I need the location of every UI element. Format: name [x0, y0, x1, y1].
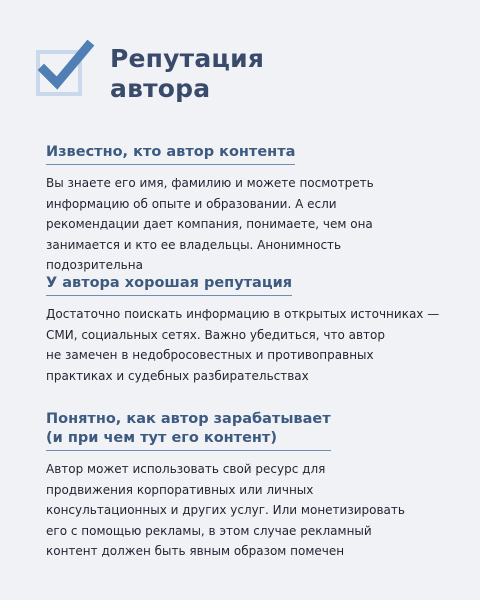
section-heading — [46, 410, 331, 451]
body-line: Вы знаете его имя, фамилию и можете посмотреть — [46, 176, 374, 190]
page-title-line-1: Репутация — [110, 44, 265, 73]
page-header — [36, 40, 264, 104]
section-body — [46, 304, 446, 386]
body-line: Автор может использовать свой ресурс для — [46, 462, 326, 476]
body-line: контент должен быть явным образом помечен — [46, 544, 345, 558]
section-heading — [46, 143, 295, 165]
body-line: не замечен в недобросовестных и противоправных — [46, 348, 374, 362]
body-line: подозрительна — [46, 258, 143, 272]
body-line: практиках и судебных разбирательствах — [46, 368, 309, 383]
body-line: продвижения корпоративных или личных — [46, 482, 314, 497]
body-line: СМИ, социальных сетях. Важно убедиться, что автор — [46, 327, 385, 342]
body-line: его с помощью рекламы, в этом случае рекламный — [46, 523, 372, 538]
heading-line: Известно, кто автор контента — [46, 144, 296, 160]
page-title — [110, 44, 264, 104]
section-body — [46, 459, 446, 562]
page-title-line-2: автора — [110, 74, 211, 103]
heading-line: Понятно, как автор зарабатывает — [46, 411, 331, 427]
body-line: занимается и кто ее владельцы. Анонимность — [46, 237, 342, 252]
body-line: консультационных и других услуг. Или монетизировать — [46, 503, 405, 517]
section-body — [46, 173, 446, 276]
heading-line: (и при чем тут его контент) — [46, 430, 277, 446]
section-author-earnings — [46, 410, 446, 562]
section-good-reputation — [46, 272, 446, 386]
body-line: Достаточно поискать информацию в открытых источниках — — [46, 307, 440, 321]
section-heading — [46, 274, 292, 296]
section-author-known — [46, 141, 446, 276]
checkbox-checked-icon — [36, 40, 96, 96]
body-line: рекомендации дает компания, понимаете, чем она — [46, 217, 373, 231]
heading-line: У автора хорошая репутация — [46, 275, 293, 291]
body-line: информацию об опыте и образовании. А если — [46, 196, 337, 211]
